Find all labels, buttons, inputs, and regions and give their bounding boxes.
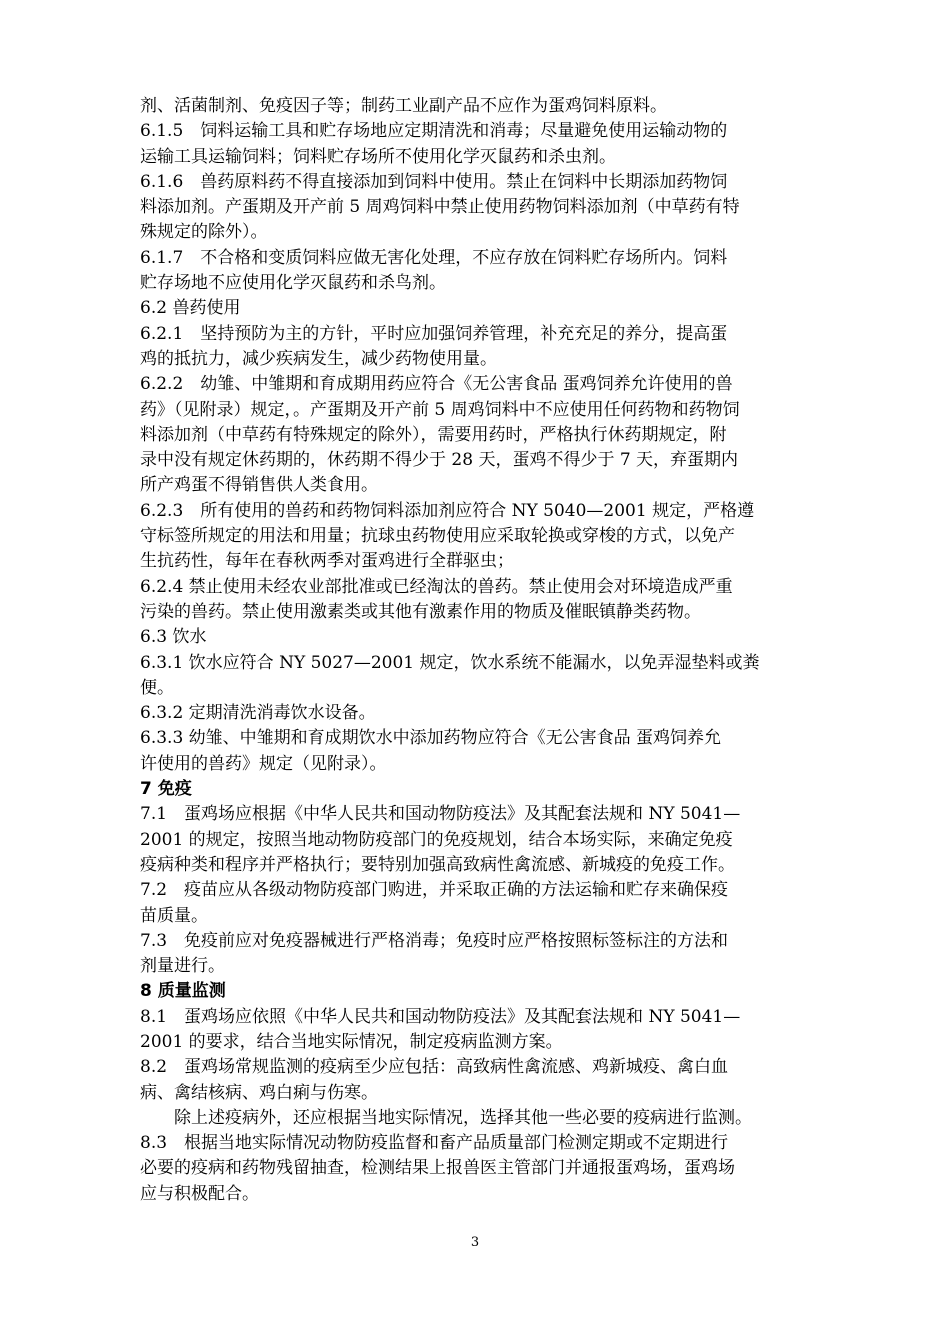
text-line: 6.2.3 所有使用的兽药和药物饲料添加剂应符合 NY 5040—2001 规定，严格遵 — [140, 500, 755, 521]
text-line: 8.3 根据当地实际情况动物防疫监督和畜产品质量部门检测定期或不定期进行 — [140, 1133, 729, 1154]
text-line: 7.1 蛋鸡场应根据《中华人民共和国动物防疫法》及其配套法规和 NY 5041— — [140, 804, 741, 825]
document-body — [140, 94, 808, 1207]
text-line: 病、禽结核病、鸡白痢与伤寒。 — [140, 1082, 378, 1103]
text-line: 录中没有规定休药期的，休药期不得少于 28 天，蛋鸡不得少于 7 天，弃蛋期内 — [140, 450, 739, 471]
text-line: 6.2 兽药使用 — [140, 298, 241, 319]
text-line: 生抗药性，每年在春秋两季对蛋鸡进行全群驱虫； — [140, 551, 514, 572]
text-line: 6.1.5 饲料运输工具和贮存场地应定期清洗和消毒；尽量避免使用运输动物的 — [140, 121, 728, 142]
text-line: 殊规定的除外）。 — [140, 222, 268, 243]
text-line: 6.1.6 兽药原料药不得直接添加到饲料中使用。禁止在饲料中长期添加药物饲 — [140, 171, 728, 192]
text-line: 6.2.2 幼雏、中雏期和育成期用药应符合《无公害食品 蛋鸡饲养允许使用的兽 — [140, 374, 733, 395]
page-number: 3 — [470, 1235, 480, 1250]
text-line: 8.1 蛋鸡场应依照《中华人民共和国动物防疫法》及其配套法规和 NY 5041— — [140, 1006, 741, 1027]
text-line: 应与积极配合。 — [140, 1183, 259, 1204]
text-line: 鸡的抵抗力，减少疾病发生，减少药物使用量。 — [140, 348, 497, 369]
text-line: 剂、活菌制剂、免疫因子等；制药工业副产品不应作为蛋鸡饲料原料。 — [140, 96, 667, 116]
section-heading: 7 免疫 — [140, 779, 192, 800]
text-line: 疫病种类和程序并严格执行；要特别加强高致病性禽流感、新城疫的免疫工作。 — [140, 854, 735, 875]
text-line: 7.2 疫苗应从各级动物防疫部门购进，并采取正确的方法运输和贮存来确保疫 — [140, 880, 729, 901]
section-heading: 8 质量监测 — [140, 981, 226, 1002]
text-line: 料添加剂。产蛋期及开产前 5 周鸡饲料中禁止使用药物饲料添加剂（中草药有特 — [140, 197, 740, 218]
text-line: 必要的疫病和药物残留抽查，检测结果上报兽医主管部门并通报蛋鸡场，蛋鸡场 — [140, 1158, 735, 1179]
text-line: 许使用的兽药》规定（见附录）。 — [140, 753, 387, 774]
text-line: 2001 的要求，结合当地实际情况，制定疫病监测方案。 — [140, 1031, 563, 1052]
text-line: 料添加剂（中草药有特殊规定的除外），需要用药时，严格执行休药期规定，附 — [140, 424, 727, 445]
text-line: 运输工具运输饲料；饲料贮存场所不使用化学灭鼠药和杀虫剂。 — [140, 146, 616, 167]
text-line: 6.2.4 禁止使用未经农业部批准或已经淘汰的兽药。禁止使用会对环境造成严重 — [140, 576, 733, 597]
text-line: 贮存场地不应使用化学灭鼠药和杀鸟剂。 — [140, 273, 446, 294]
text-line: 守标签所规定的用法和用量；抗球虫药物使用应采取轮换或穿梭的方式，以免产 — [140, 526, 735, 547]
text-line: 便。 — [140, 677, 174, 698]
text-line: 污染的兽药。禁止使用激素类或其他有激素作用的物质及催眠镇静类药物。 — [140, 601, 701, 622]
text-line: 6.3.3 幼雏、中雏期和育成期饮水中添加药物应符合《无公害食品 蛋鸡饲养允 — [140, 728, 722, 749]
text-line: 8.2 蛋鸡场常规监测的疫病至少应包括：高致病性禽流感、鸡新城疫、禽白血 — [140, 1057, 729, 1078]
text-line: 6.1.7 不合格和变质饲料应做无害化处理，不应存放在饲料贮存场所内。饲料 — [140, 247, 728, 268]
text-line: 6.3.1 饮水应符合 NY 5027—2001 规定，饮水系统不能漏水，以免弄湿垫料或粪 — [140, 652, 760, 673]
text-line: 2001 的规定，按照当地动物防疫部门的免疫规划，结合本场实际，来确定免疫 — [140, 829, 733, 850]
text-line: 剂量进行。 — [140, 956, 225, 977]
text-line: 6.3.2 定期清洗消毒饮水设备。 — [140, 703, 376, 724]
text-line: 所产鸡蛋不得销售供人类食用。 — [140, 475, 378, 496]
text-line: 6.2.1 坚持预防为主的方针，平时应加强饲养管理，补充充足的养分，提高蛋 — [140, 323, 728, 344]
text-line: 除上述疫病外，还应根据当地实际情况，选择其他一些必要的疫病进行监测。 — [174, 1107, 752, 1128]
text-line: 6.3 饮水 — [140, 627, 207, 648]
text-line: 药》（见附录）规定，。产蛋期及开产前 5 周鸡饲料中不应使用任何药物和药物饲 — [140, 399, 740, 420]
text-line: 苗质量。 — [140, 905, 208, 926]
text-line: 7.3 免疫前应对免疫器械进行严格消毒；免疫时应严格按照标签标注的方法和 — [140, 930, 729, 951]
